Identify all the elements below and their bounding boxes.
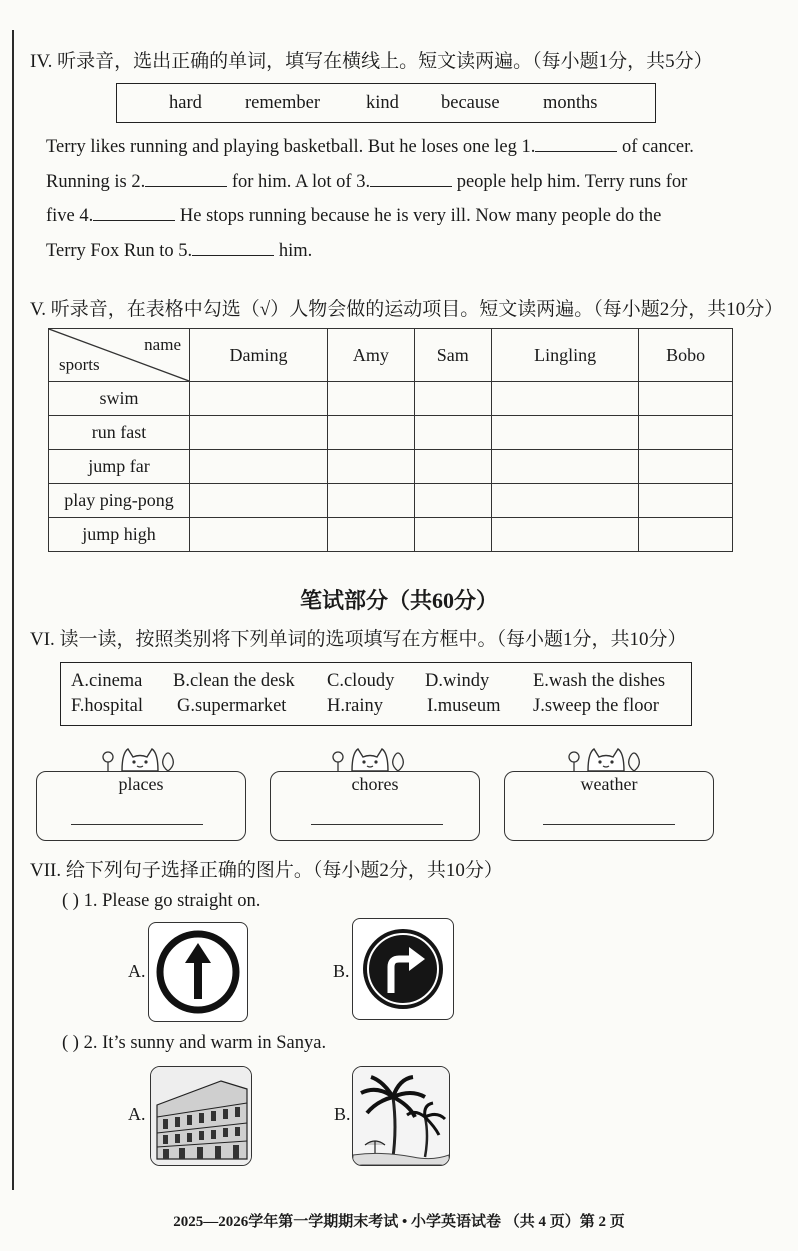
check-cell[interactable]	[190, 382, 328, 416]
option-a-label: A.	[128, 961, 146, 981]
section-7-title: VII. 给下列句子选择正确的图片。（每小题2分，共10分）	[30, 860, 503, 881]
turn-right-sign-icon	[353, 919, 453, 1019]
option-a-label: A.	[128, 1104, 146, 1124]
page-footer: 2025—2026学年第一学期期末考试 • 小学英语试卷 （共 4 页）第 2 页	[173, 1214, 625, 1230]
person-header: Amy	[328, 329, 415, 382]
option-b-image[interactable]	[352, 918, 454, 1020]
answer-blank-4[interactable]	[93, 206, 175, 221]
check-cell[interactable]	[414, 518, 491, 552]
option-item: F.hospital	[71, 696, 144, 716]
word-bank-item: because	[441, 93, 500, 113]
check-cell[interactable]	[328, 416, 415, 450]
check-cell[interactable]	[639, 382, 733, 416]
answer-blank-3[interactable]	[370, 172, 452, 187]
answer-line[interactable]	[311, 824, 443, 825]
category-box-chores	[270, 771, 480, 841]
question-1	[62, 891, 260, 912]
option-item: I.museum	[427, 696, 501, 716]
word-bank-item: hard	[169, 93, 202, 113]
check-cell[interactable]	[491, 518, 638, 552]
table-row	[49, 382, 733, 416]
check-cell[interactable]	[414, 382, 491, 416]
passage-line: five 4. He stops running because he is very ill. Now many people do the	[46, 206, 662, 226]
go-straight-sign-icon	[149, 923, 247, 1021]
question-text: 2. It’s sunny and warm in Sanya.	[83, 1033, 327, 1053]
option-item: J.sweep the floor	[533, 696, 659, 716]
option-a-image[interactable]	[148, 922, 248, 1022]
sport-label: swim	[49, 382, 190, 416]
question-text: 1. Please go straight on.	[83, 891, 261, 911]
answer-line[interactable]	[71, 824, 203, 825]
option-item: A.cinema	[71, 671, 143, 691]
check-cell[interactable]	[639, 416, 733, 450]
category-label: chores	[351, 774, 399, 794]
answer-blank-5[interactable]	[192, 241, 274, 256]
check-cell[interactable]	[190, 518, 328, 552]
passage-line: Running is 2. for him. A lot of 3. people help him. Terry runs for	[46, 171, 688, 192]
check-cell[interactable]	[190, 416, 328, 450]
word-bank-item: kind	[366, 93, 399, 113]
check-cell[interactable]	[491, 382, 638, 416]
section-5-title: V. 听录音，在表格中勾选（√）人物会做的运动项目。短文读两遍。（每小题2分，共10分）	[30, 299, 784, 320]
check-cell[interactable]	[639, 484, 733, 518]
category-box-places	[36, 771, 246, 841]
check-cell[interactable]	[491, 484, 638, 518]
table-row	[49, 518, 733, 552]
palm-beach-icon	[353, 1067, 449, 1165]
check-cell[interactable]	[190, 450, 328, 484]
person-header: Lingling	[491, 329, 638, 382]
table-header-row	[49, 329, 733, 382]
option-a-image[interactable]	[150, 1066, 252, 1166]
person-header: Bobo	[639, 329, 733, 382]
check-cell[interactable]	[491, 450, 638, 484]
option-item: D.windy	[425, 671, 490, 691]
word-bank-item: months	[543, 93, 598, 113]
corner-name-label: name	[144, 335, 181, 354]
option-item: G.supermarket	[177, 696, 287, 716]
option-item: H.rainy	[327, 696, 383, 716]
passage	[46, 130, 751, 268]
table-row	[49, 416, 733, 450]
option-b-label: B.	[334, 1104, 351, 1124]
answer-line[interactable]	[543, 824, 675, 825]
option-item: E.wash the dishes	[533, 671, 666, 691]
check-cell[interactable]	[639, 518, 733, 552]
table-corner-cell	[49, 329, 190, 382]
answer-blank-2[interactable]	[145, 172, 227, 187]
check-cell[interactable]	[328, 484, 415, 518]
category-box-weather	[504, 771, 714, 841]
question-2	[62, 1033, 326, 1054]
sport-label: run fast	[49, 416, 190, 450]
check-cell[interactable]	[328, 450, 415, 484]
word-bank-item: remember	[245, 93, 320, 113]
check-cell[interactable]	[190, 484, 328, 518]
old-building-icon	[151, 1067, 251, 1165]
category-label: places	[118, 774, 164, 794]
check-cell[interactable]	[639, 450, 733, 484]
person-header: Daming	[190, 329, 328, 382]
option-item: B.clean the desk	[173, 671, 295, 691]
answer-paren[interactable]: ( )	[62, 1033, 79, 1053]
person-header: Sam	[414, 329, 491, 382]
written-part-heading: 笔试部分（共60分）	[299, 588, 498, 613]
passage-line: Terry Fox Run to 5. him.	[46, 240, 313, 261]
table-row	[49, 450, 733, 484]
answer-paren[interactable]: ( )	[62, 891, 79, 911]
check-cell[interactable]	[491, 416, 638, 450]
sport-label: jump high	[49, 518, 190, 552]
corner-sports-label: sports	[59, 355, 100, 374]
sports-table	[48, 328, 733, 552]
option-b-image[interactable]	[352, 1066, 450, 1166]
word-bank-box	[116, 83, 656, 123]
sport-label: jump far	[49, 450, 190, 484]
options-box	[60, 662, 692, 726]
section-4-title: IV. 听录音，选出正确的单词，填写在横线上。短文读两遍。（每小题1分，共5分）	[30, 51, 713, 72]
check-cell[interactable]	[328, 382, 415, 416]
check-cell[interactable]	[414, 416, 491, 450]
answer-blank-1[interactable]	[535, 137, 617, 152]
sport-label: play ping-pong	[49, 484, 190, 518]
check-cell[interactable]	[328, 518, 415, 552]
option-item: C.cloudy	[327, 671, 395, 691]
check-cell[interactable]	[414, 450, 491, 484]
category-label: weather	[580, 774, 638, 794]
option-b-label: B.	[333, 961, 350, 981]
table-row	[49, 484, 733, 518]
passage-line: Terry likes running and playing basketball. But he loses one leg 1. of cancer.	[46, 137, 694, 157]
check-cell[interactable]	[414, 484, 491, 518]
section-6-title: VI. 读一读，按照类别将下列单词的选项填写在方框中。（每小题1分，共10分）	[30, 629, 687, 650]
